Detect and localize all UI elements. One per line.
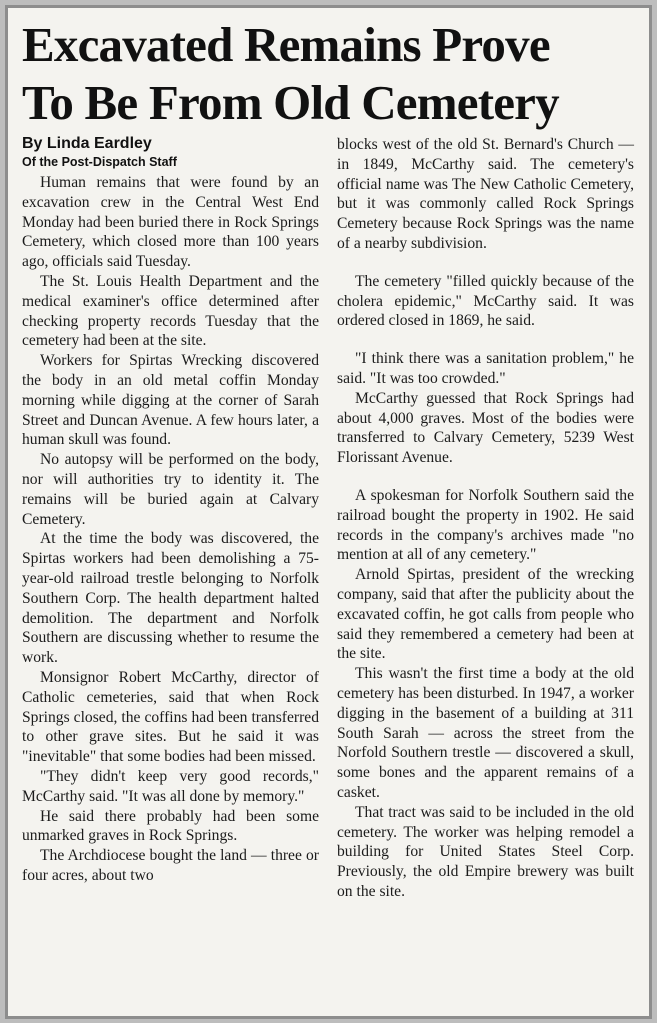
paragraph: The Archdiocese bought the land — three or four acres, about two xyxy=(22,847,319,884)
paragraph: That tract was said to be included in the old cemetery. The worker was helping remodel a building for United States Steel Corp. Previously, the old Empire brewery was built on the site. xyxy=(337,803,634,900)
paragraph: blocks west of the old St. Bernard's Church — in 1849, McCarthy said. The cemetery's official name was The New Catholic Cemetery, but it was commonly called Rock Springs Cemetery because Rock Springs was the name of a nearby subdivision. xyxy=(337,136,634,252)
paragraph: Human remains that were found by an excavation crew in the Central West End Monday had been buried there in Rock Springs Cemetery, which closed more than 100 years ago, officials said Tuesday. xyxy=(22,174,319,271)
paragraph: "I think there was a sanitation problem," he said. "It was too crowded." xyxy=(337,350,634,387)
paragraph: Workers for Spirtas Wrecking discovered the body in an old metal coffin Monday morning while digging at the corner of Sarah Street and Duncan Avenue. A few hours later, a human skull was found. xyxy=(22,352,319,449)
article-column-right xyxy=(337,135,634,902)
headline xyxy=(22,16,642,132)
paragraph: Arnold Spirtas, president of the wrecking company, said that after the publicity about the excavated coffin, he got calls from people who said they remembered a cemetery had been at the site. xyxy=(337,566,634,663)
paragraph: Monsignor Robert McCarthy, director of Catholic cemeteries, said that when Rock Springs closed, the coffins had been transferred to other grave sites. But he said it was "inevitable" that some bodies had been missed. xyxy=(22,668,319,766)
article-column-left xyxy=(22,134,319,886)
paragraph: No autopsy will be performed on the body, nor will authorities try to identity it. The remains will be buried again at Calvary Cemetery. xyxy=(22,451,319,528)
byline: By Linda Eardley xyxy=(22,135,152,152)
paragraph: The St. Louis Health Department and the medical examiner's office determined after checking property records Tuesday that the cemetery had been at the site. xyxy=(22,272,319,350)
paragraph: A spokesman for Norfolk Southern said the railroad bought the property in 1902. He said records in the company's archives made "no mention at all of any cemetery." xyxy=(337,486,634,564)
headline-line-2: To Be From Old Cemetery xyxy=(22,75,559,130)
paragraph: McCarthy guessed that Rock Springs had about 4,000 graves. Most of the bodies were transferred to Calvary Cemetery, 5239 West Florissant Avenue. xyxy=(337,389,634,467)
paragraph: The cemetery "filled quickly because of the cholera epidemic," McCarthy said. It was ordered closed in 1869, he said. xyxy=(337,272,634,330)
paragraph: "They didn't keep very good records," McCarthy said. "It was all done by memory." xyxy=(22,767,319,805)
staff-line: Of the Post-Dispatch Staff xyxy=(22,155,177,169)
newspaper-clipping xyxy=(5,5,652,1019)
paragraph: At the time the body was discovered, the Spirtas workers had been demolishing a 75-year-old railroad trestle belonging to Norfolk Southern Corp. The health department halted demolition. The department and Norfolk Southern are discussing whether to resume the work. xyxy=(22,530,319,667)
paragraph: This wasn't the first time a body at the old cemetery has been disturbed. In 1947, a worker digging in the basement of a building at 311 South Sarah — across the street from the Norfold Southern trestle — discovered a skull, some bones and the apparent remains of a casket. xyxy=(337,665,634,801)
headline-line-1: Excavated Remains Prove xyxy=(22,17,550,72)
paragraph: He said there probably had been some unmarked graves in Rock Springs. xyxy=(22,807,319,845)
